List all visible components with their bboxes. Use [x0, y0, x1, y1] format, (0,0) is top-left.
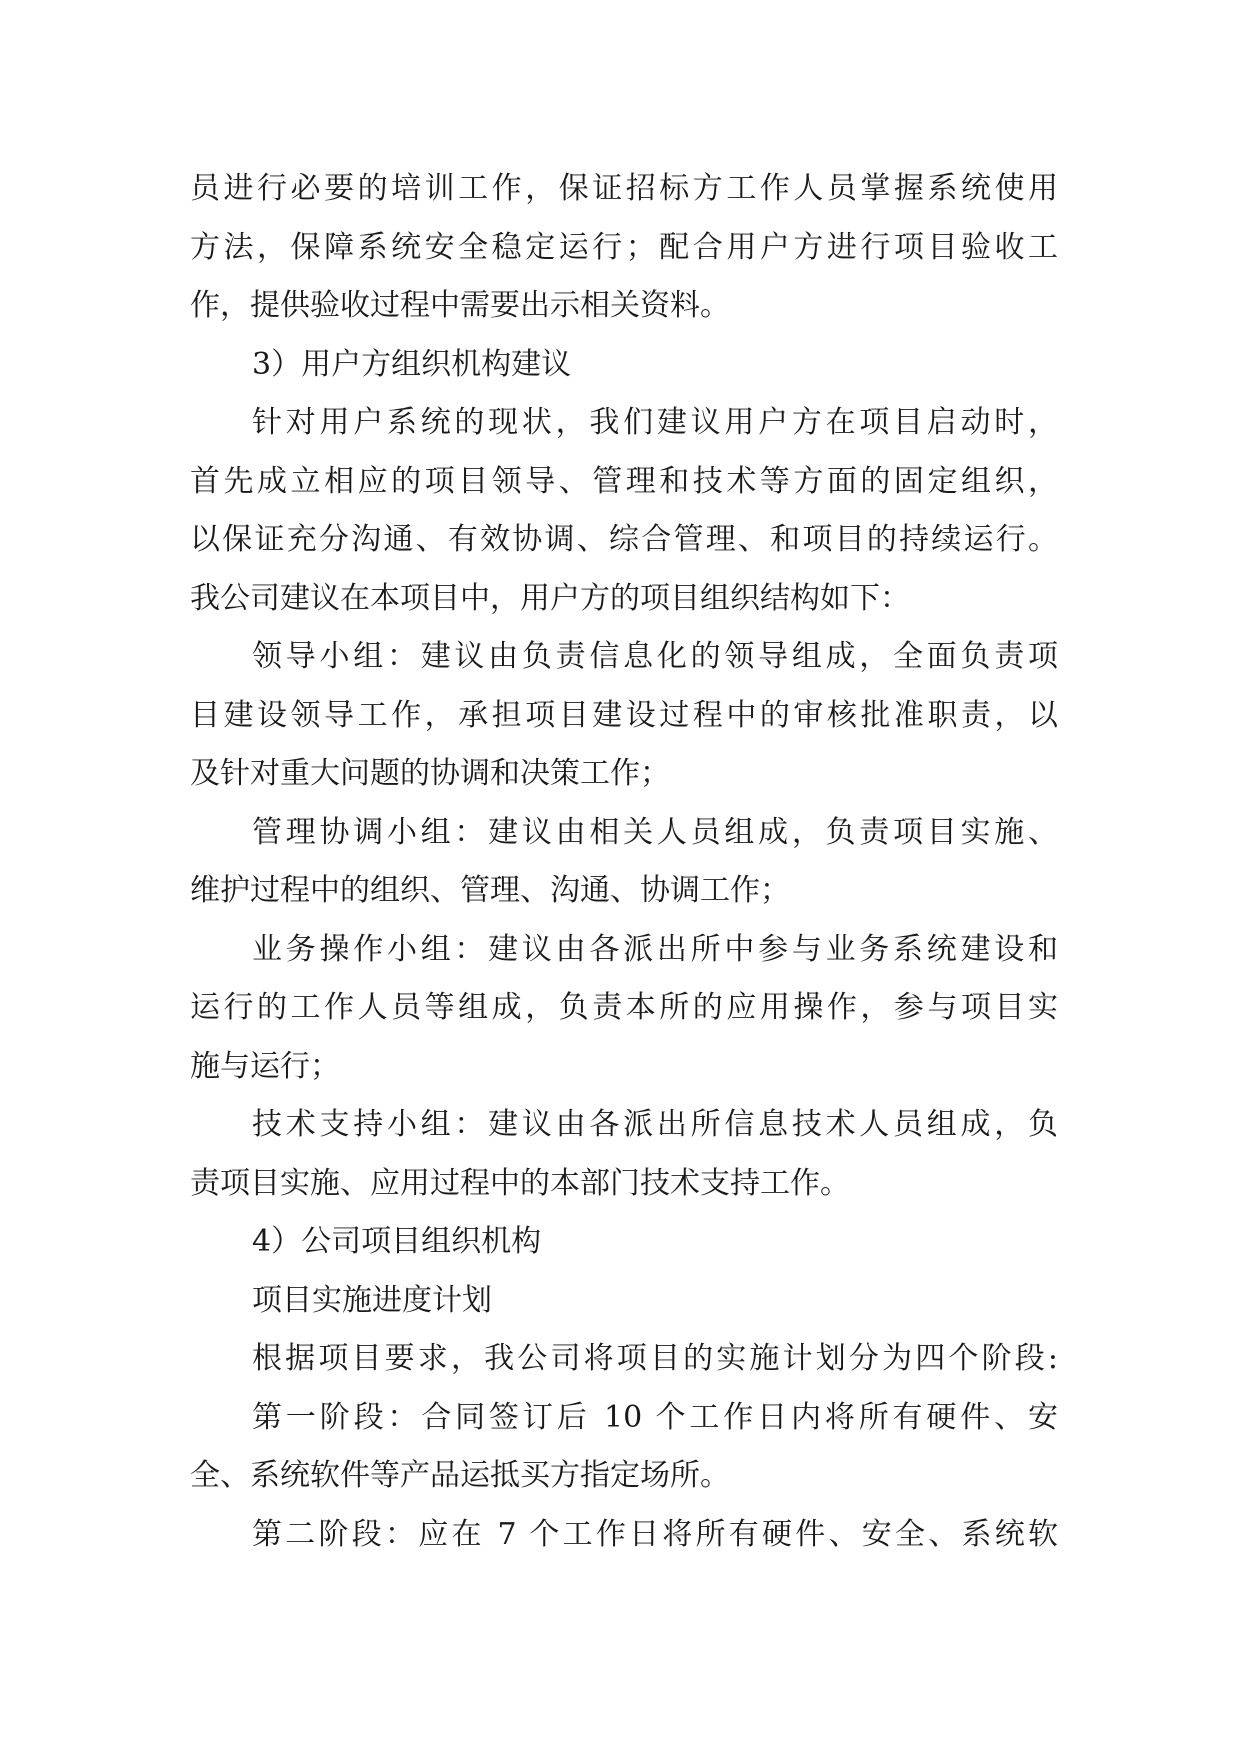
text-line: 责项目实施、应用过程中的本部门技术支持工作。 — [190, 1165, 850, 1201]
document-body — [190, 160, 1058, 1564]
text-line: 业务操作小组：建议由各派出所中参与业务系统建设和 — [252, 931, 1058, 967]
text-line: 全、系统软件等产品运抵买方指定场所。 — [190, 1458, 730, 1493]
text-line: 方法，保障系统安全稳定运行；配合用户方进行项目验收工 — [190, 229, 1058, 265]
text-line: 员进行必要的培训工作，保证招标方工作人员掌握系统使用 — [190, 171, 1058, 206]
text-line: 作，提供验收过程中需要出示相关资料。 — [190, 288, 730, 323]
text-line: 管理协调小组：建议由相关人员组成，负责项目实施、 — [252, 814, 1058, 850]
text-line: 及针对重大问题的协调和决策工作； — [190, 756, 670, 791]
text-line: 技术支持小组：建议由各派出所信息技术人员组成，负 — [252, 1107, 1058, 1142]
text-line: 第一阶段：合同签订后 10 个工作日内将所有硬件、安 — [252, 1399, 1058, 1435]
text-line: 3）用户方组织机构建议 — [252, 346, 572, 382]
text-line: 维护过程中的组织、管理、沟通、协调工作； — [190, 873, 790, 908]
text-line: 第二阶段：应在 7 个工作日将所有硬件、安全、系统软 — [252, 1516, 1058, 1552]
text-line: 首先成立相应的项目领导、管理和技术等方面的固定组织， — [190, 463, 1058, 499]
text-line: 运行的工作人员等组成，负责本所的应用操作，参与项目实 — [190, 990, 1058, 1025]
text-line: 针对用户系统的现状，我们建议用户方在项目启动时， — [252, 405, 1058, 440]
text-line: 以保证充分沟通、有效协调、综合管理、和项目的持续运行。 — [190, 522, 1058, 557]
text-line: 根据项目要求，我公司将项目的实施计划分为四个阶段: — [252, 1341, 1058, 1376]
text-line: 施与运行； — [190, 1048, 340, 1084]
text-line: 项目实施进度计划 — [252, 1282, 492, 1318]
text-line: 4）公司项目组织机构 — [252, 1224, 542, 1259]
text-line: 目建设领导工作，承担项目建设过程中的审核批准职责，以 — [190, 697, 1058, 733]
text-line: 我公司建议在本项目中，用户方的项目组织结构如下： — [190, 580, 910, 616]
text-line: 领导小组：建议由负责信息化的领导组成，全面负责项 — [252, 639, 1058, 674]
